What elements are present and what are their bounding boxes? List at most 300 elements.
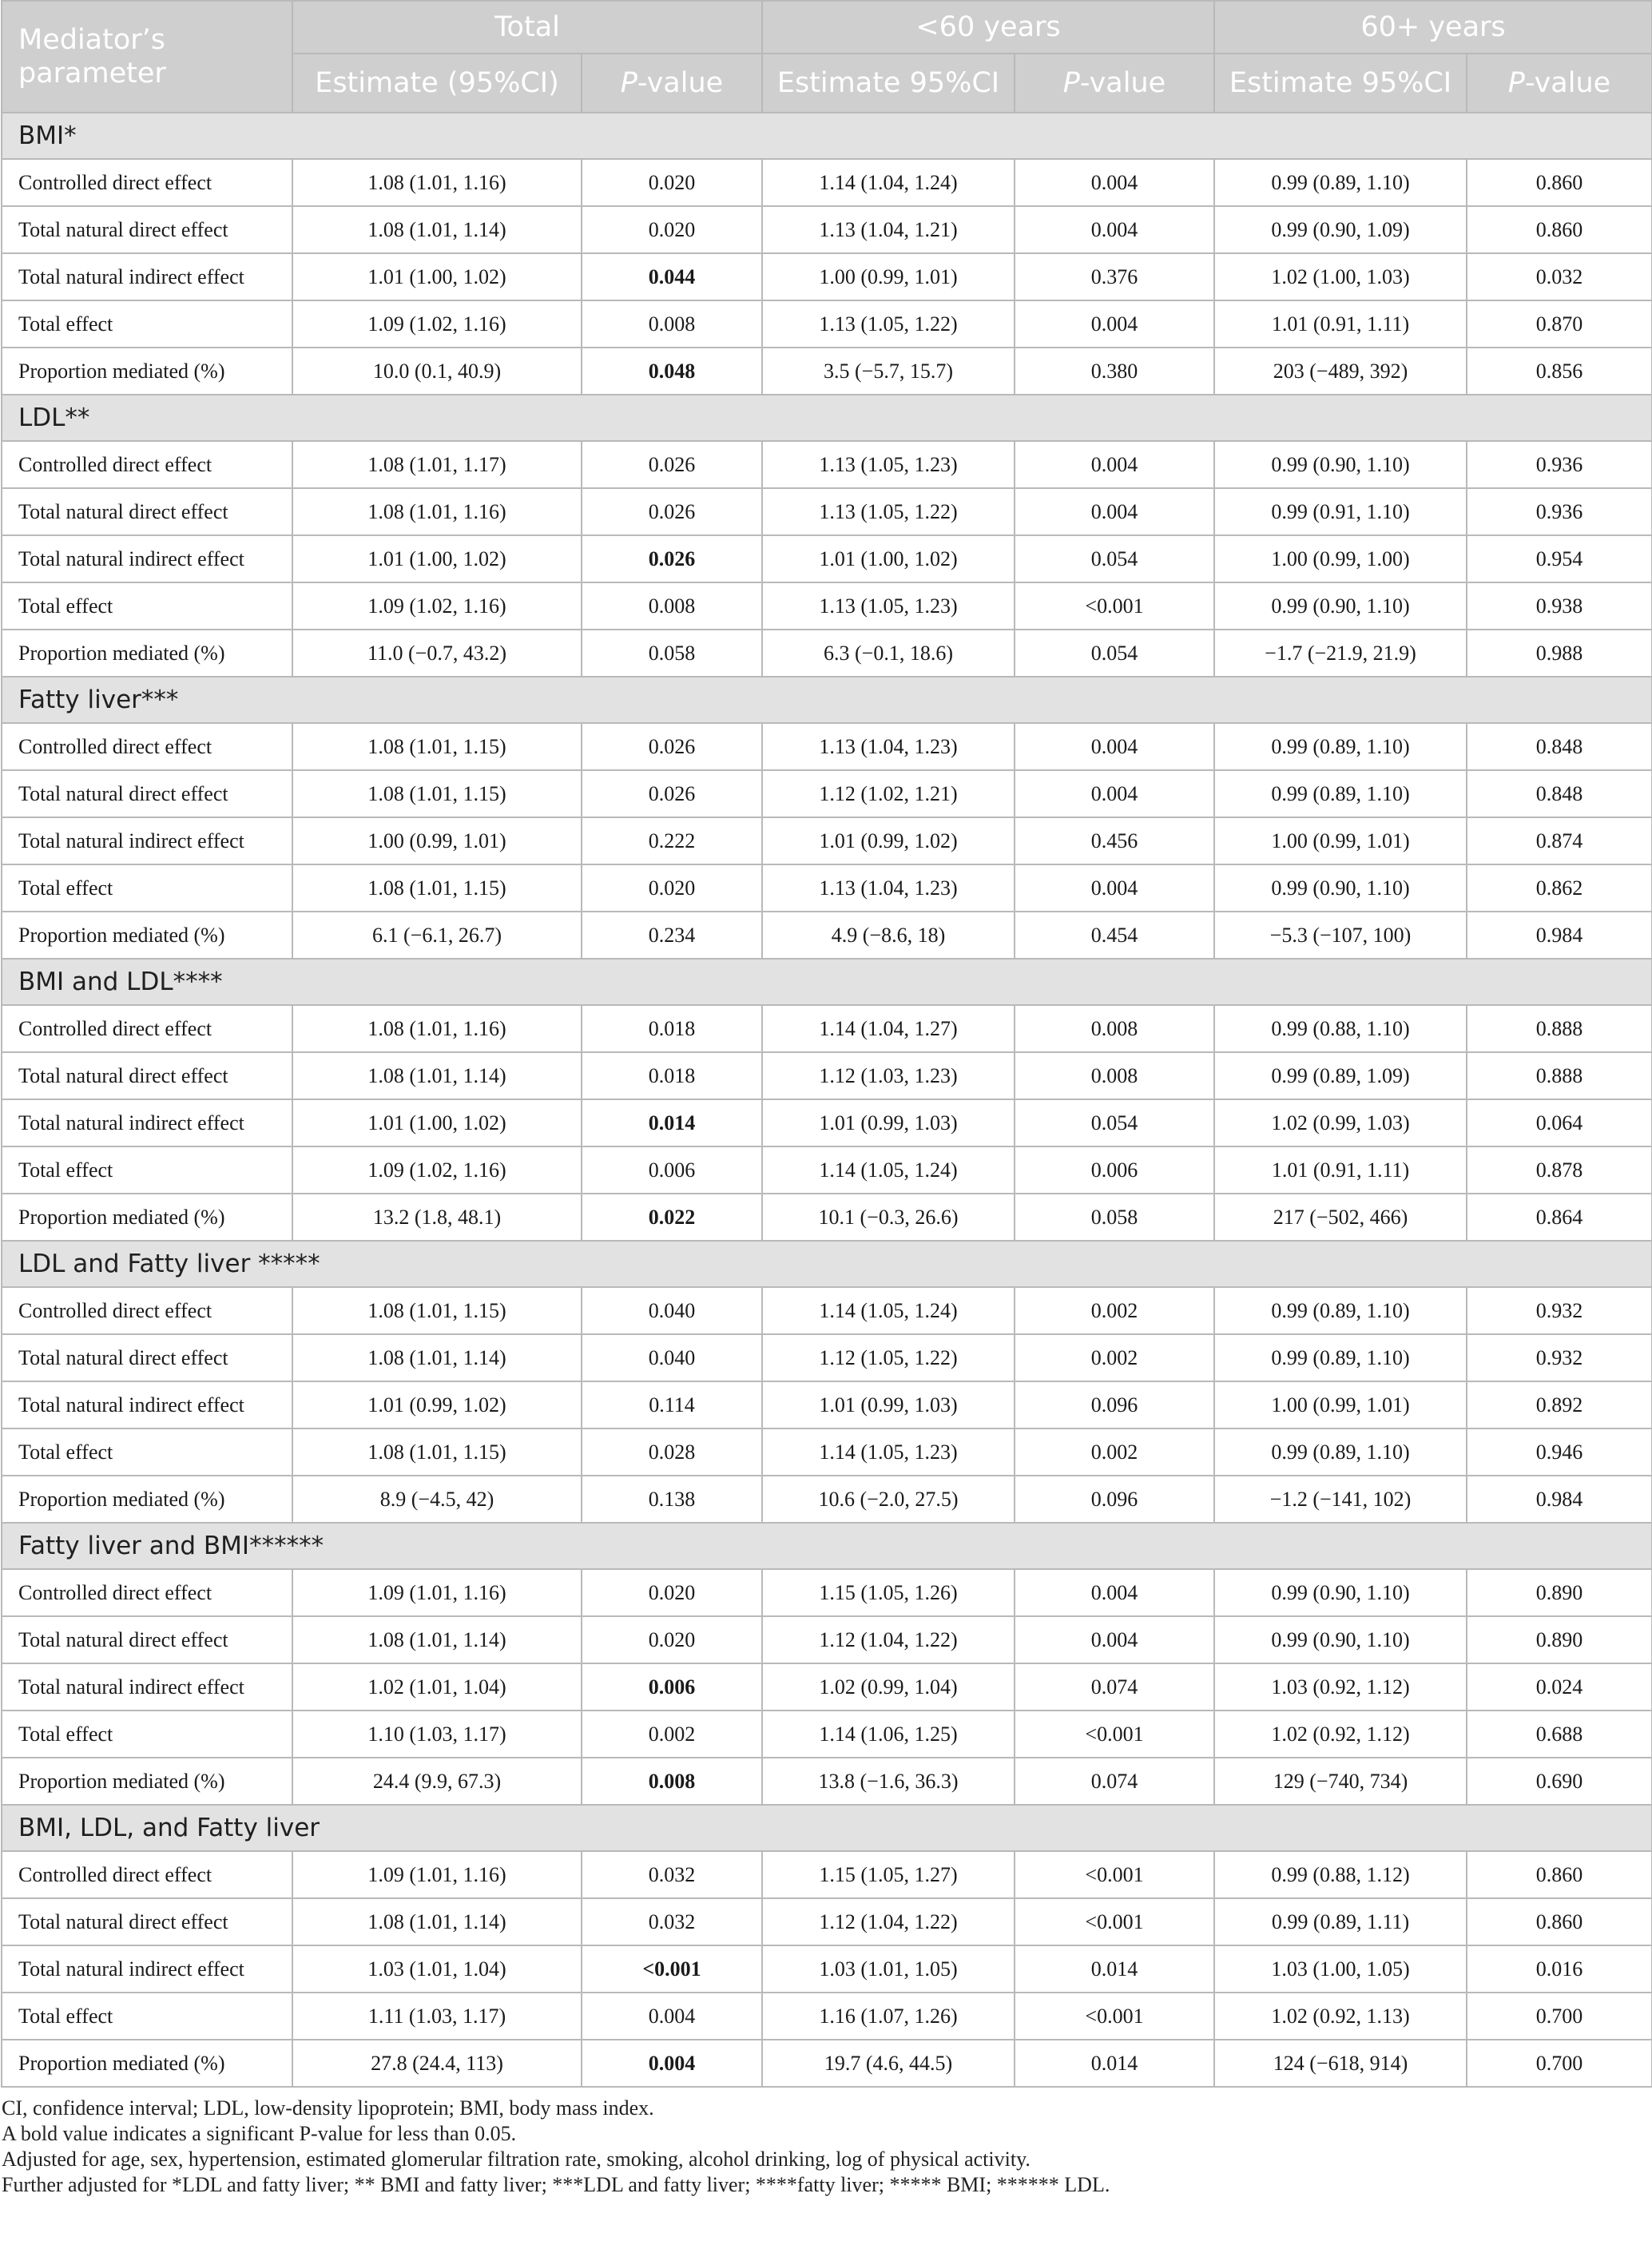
table-row (2, 770, 1652, 817)
row-label: Proportion mediated (%) (2, 630, 292, 677)
footnote-line: Adjusted for age, sex, hypertension, estimated glomerular filtration rate, smoking, alcohol drinking, log of physical activity. (2, 2148, 1031, 2171)
header-p-value (582, 54, 762, 113)
estimate-cell: 1.16 (1.07, 1.26) (762, 1993, 1015, 2040)
p-value-cell: 0.044 (582, 253, 762, 300)
header-group-total: Total (292, 1, 762, 54)
p-value-cell: 0.054 (1015, 630, 1214, 677)
estimate-cell: 11.0 (−0.7, 43.2) (292, 630, 582, 677)
p-value-cell: 0.862 (1467, 864, 1652, 912)
p-value-cell: 0.114 (582, 1381, 762, 1428)
table-row (2, 1993, 1652, 2040)
estimate-cell: 203 (−489, 392) (1214, 348, 1467, 395)
table-row (2, 1099, 1652, 1146)
p-value-cell: 0.008 (582, 300, 762, 348)
p-value-cell: 0.028 (582, 1428, 762, 1476)
header-p-suffix: -value (637, 67, 724, 99)
estimate-cell: −5.3 (−107, 100) (1214, 912, 1467, 959)
estimate-cell: 0.99 (0.90, 1.10) (1214, 441, 1467, 488)
estimate-cell: 1.00 (0.99, 1.01) (1214, 817, 1467, 864)
estimate-cell: 1.01 (0.91, 1.11) (1214, 300, 1467, 348)
header-group-60-plus: 60+ years (1214, 1, 1652, 54)
estimate-cell: 1.09 (1.02, 1.16) (292, 300, 582, 348)
estimate-cell: 0.99 (0.89, 1.10) (1214, 723, 1467, 770)
row-label: Controlled direct effect (2, 441, 292, 488)
table-row (2, 348, 1652, 395)
section-header-row (2, 113, 1652, 159)
table-row (2, 1476, 1652, 1523)
estimate-cell: 1.08 (1.01, 1.15) (292, 1287, 582, 1334)
estimate-cell: 1.09 (1.01, 1.16) (292, 1569, 582, 1616)
p-value-cell: 0.234 (582, 912, 762, 959)
table-row (2, 159, 1652, 206)
section-title: BMI* (2, 113, 1652, 159)
p-value-cell: 0.008 (1015, 1052, 1214, 1099)
p-value-cell: 0.006 (582, 1146, 762, 1194)
estimate-cell: 1.08 (1.01, 1.16) (292, 1005, 582, 1052)
p-value-cell: 0.932 (1467, 1334, 1652, 1381)
row-label: Total effect (2, 1146, 292, 1194)
p-value-cell: 0.954 (1467, 535, 1652, 582)
row-label: Total effect (2, 1993, 292, 2040)
estimate-cell: 0.99 (0.90, 1.10) (1214, 582, 1467, 630)
p-value-cell: 0.004 (582, 2040, 762, 2087)
p-value-cell: 0.002 (1015, 1287, 1214, 1334)
p-value-cell: 0.018 (582, 1052, 762, 1099)
p-value-cell: 0.096 (1015, 1381, 1214, 1428)
p-value-cell: 0.690 (1467, 1758, 1652, 1805)
section-title: Fatty liver*** (2, 677, 1652, 723)
row-label: Total natural direct effect (2, 1052, 292, 1099)
estimate-cell: 1.08 (1.01, 1.15) (292, 864, 582, 912)
table-row (2, 723, 1652, 770)
p-value-cell: 0.946 (1467, 1428, 1652, 1476)
estimate-cell: 19.7 (4.6, 44.5) (762, 2040, 1015, 2087)
estimate-cell: 0.99 (0.90, 1.10) (1214, 864, 1467, 912)
row-label: Total natural indirect effect (2, 535, 292, 582)
estimate-cell: 1.08 (1.01, 1.14) (292, 1334, 582, 1381)
table-row (2, 1569, 1652, 1616)
p-value-cell: 0.004 (1015, 770, 1214, 817)
p-value-cell: <0.001 (1015, 1898, 1214, 1945)
row-label: Total natural indirect effect (2, 1099, 292, 1146)
estimate-cell: 0.99 (0.89, 1.10) (1214, 770, 1467, 817)
section-header-row (2, 677, 1652, 723)
estimate-cell: 10.1 (−0.3, 26.6) (762, 1194, 1015, 1241)
estimate-cell: 6.1 (−6.1, 26.7) (292, 912, 582, 959)
table-row (2, 1758, 1652, 1805)
p-value-cell: 0.860 (1467, 1851, 1652, 1898)
section-title: LDL** (2, 395, 1652, 441)
p-value-cell: 0.020 (582, 1569, 762, 1616)
p-value-cell: <0.001 (1015, 1851, 1214, 1898)
estimate-cell: 1.01 (0.91, 1.11) (1214, 1146, 1467, 1194)
p-value-cell: 0.890 (1467, 1569, 1652, 1616)
p-value-cell: 0.138 (582, 1476, 762, 1523)
estimate-cell: 124 (−618, 914) (1214, 2040, 1467, 2087)
estimate-cell: 1.02 (0.92, 1.12) (1214, 1711, 1467, 1758)
p-value-cell: 0.020 (582, 159, 762, 206)
p-value-cell: <0.001 (582, 1945, 762, 1993)
p-value-cell: 0.064 (1467, 1099, 1652, 1146)
p-value-cell: 0.700 (1467, 2040, 1652, 2087)
row-label: Total natural direct effect (2, 1616, 292, 1663)
p-value-cell: 0.002 (582, 1711, 762, 1758)
estimate-cell: −1.7 (−21.9, 21.9) (1214, 630, 1467, 677)
estimate-cell: 217 (−502, 466) (1214, 1194, 1467, 1241)
p-value-cell: 0.040 (582, 1287, 762, 1334)
p-value-cell: 0.026 (582, 770, 762, 817)
p-value-cell: 0.860 (1467, 159, 1652, 206)
p-value-cell: 0.004 (1015, 723, 1214, 770)
row-label: Total effect (2, 864, 292, 912)
estimate-cell: 1.02 (0.92, 1.13) (1214, 1993, 1467, 2040)
p-value-cell: 0.018 (582, 1005, 762, 1052)
p-value-cell: 0.032 (582, 1898, 762, 1945)
row-label: Controlled direct effect (2, 1005, 292, 1052)
p-value-cell: 0.020 (582, 864, 762, 912)
estimate-cell: 1.14 (1.04, 1.24) (762, 159, 1015, 206)
row-label: Total effect (2, 300, 292, 348)
estimate-cell: 0.99 (0.90, 1.10) (1214, 1569, 1467, 1616)
p-value-cell: 0.058 (1015, 1194, 1214, 1241)
estimate-cell: 1.01 (0.99, 1.02) (762, 817, 1015, 864)
section-header-row (2, 1805, 1652, 1851)
table-row (2, 817, 1652, 864)
p-value-cell: 0.008 (1015, 1005, 1214, 1052)
estimate-cell: 0.99 (0.89, 1.10) (1214, 159, 1467, 206)
estimate-cell: 1.01 (0.99, 1.03) (762, 1381, 1015, 1428)
table-row (2, 1287, 1652, 1334)
p-value-cell: 0.032 (582, 1851, 762, 1898)
header-p-letter: P (1062, 67, 1080, 99)
table-row (2, 1711, 1652, 1758)
estimate-cell: 1.09 (1.02, 1.16) (292, 1146, 582, 1194)
row-label: Total natural direct effect (2, 206, 292, 253)
row-label: Proportion mediated (%) (2, 1758, 292, 1805)
estimate-cell: 1.08 (1.01, 1.15) (292, 1428, 582, 1476)
p-value-cell: 0.054 (1015, 1099, 1214, 1146)
p-value-cell: 0.892 (1467, 1381, 1652, 1428)
p-value-cell: 0.002 (1015, 1428, 1214, 1476)
p-value-cell: 0.848 (1467, 770, 1652, 817)
estimate-cell: 1.00 (0.99, 1.01) (292, 817, 582, 864)
row-label: Total natural indirect effect (2, 1381, 292, 1428)
table-row (2, 488, 1652, 535)
estimate-cell: 10.0 (0.1, 40.9) (292, 348, 582, 395)
p-value-cell: 0.938 (1467, 582, 1652, 630)
row-label: Total natural direct effect (2, 1898, 292, 1945)
estimate-cell: 1.08 (1.01, 1.16) (292, 488, 582, 535)
estimate-cell: 0.99 (0.90, 1.09) (1214, 206, 1467, 253)
row-label: Total natural indirect effect (2, 1945, 292, 1993)
estimate-cell: 1.00 (0.99, 1.00) (1214, 535, 1467, 582)
p-value-cell: 0.096 (1015, 1476, 1214, 1523)
estimate-cell: 0.99 (0.88, 1.10) (1214, 1005, 1467, 1052)
estimate-cell: 1.09 (1.01, 1.16) (292, 1851, 582, 1898)
estimate-cell: 1.02 (0.99, 1.03) (1214, 1099, 1467, 1146)
p-value-cell: 0.022 (582, 1194, 762, 1241)
table-row (2, 1945, 1652, 1993)
p-value-cell: 0.004 (1015, 1569, 1214, 1616)
row-label: Proportion mediated (%) (2, 348, 292, 395)
section-title: LDL and Fatty liver ***** (2, 1241, 1652, 1287)
estimate-cell: 1.12 (1.04, 1.22) (762, 1616, 1015, 1663)
estimate-cell: 1.10 (1.03, 1.17) (292, 1711, 582, 1758)
p-value-cell: 0.004 (1015, 864, 1214, 912)
header-p-letter: P (1507, 67, 1525, 99)
table-row (2, 206, 1652, 253)
p-value-cell: <0.001 (1015, 582, 1214, 630)
estimate-cell: 1.01 (1.00, 1.02) (292, 253, 582, 300)
p-value-cell: 0.860 (1467, 206, 1652, 253)
estimate-cell: 1.01 (0.99, 1.03) (762, 1099, 1015, 1146)
estimate-cell: 1.08 (1.01, 1.15) (292, 770, 582, 817)
estimate-cell: 1.01 (0.99, 1.02) (292, 1381, 582, 1428)
table-row (2, 1428, 1652, 1476)
row-label: Total effect (2, 582, 292, 630)
row-label: Total natural indirect effect (2, 1663, 292, 1711)
header-p-value (1015, 54, 1214, 113)
row-label: Total natural direct effect (2, 488, 292, 535)
estimate-cell: 13.8 (−1.6, 36.3) (762, 1758, 1015, 1805)
row-label: Proportion mediated (%) (2, 1476, 292, 1523)
estimate-cell: 1.14 (1.06, 1.25) (762, 1711, 1015, 1758)
p-value-cell: 0.688 (1467, 1711, 1652, 1758)
table-header (2, 1, 1652, 113)
estimate-cell: 0.99 (0.89, 1.10) (1214, 1287, 1467, 1334)
estimate-cell: 27.8 (24.4, 113) (292, 2040, 582, 2087)
p-value-cell: 0.014 (1015, 1945, 1214, 1993)
estimate-cell: 0.99 (0.91, 1.10) (1214, 488, 1467, 535)
p-value-cell: 0.020 (582, 206, 762, 253)
section-header-row (2, 1523, 1652, 1569)
estimate-cell: 1.02 (0.99, 1.04) (762, 1663, 1015, 1711)
p-value-cell: 0.456 (1015, 817, 1214, 864)
estimate-cell: 1.08 (1.01, 1.17) (292, 441, 582, 488)
section-title: BMI, LDL, and Fatty liver (2, 1805, 1652, 1851)
p-value-cell: 0.004 (1015, 488, 1214, 535)
table-row (2, 441, 1652, 488)
estimate-cell: 1.13 (1.05, 1.22) (762, 300, 1015, 348)
p-value-cell: 0.008 (582, 582, 762, 630)
p-value-cell: 0.856 (1467, 348, 1652, 395)
table-row (2, 1898, 1652, 1945)
p-value-cell: 0.074 (1015, 1758, 1214, 1805)
p-value-cell: 0.006 (1015, 1146, 1214, 1194)
header-p-suffix: -value (1524, 67, 1611, 99)
estimate-cell: 129 (−740, 734) (1214, 1758, 1467, 1805)
estimate-cell: 1.14 (1.05, 1.23) (762, 1428, 1015, 1476)
estimate-cell: 1.12 (1.04, 1.22) (762, 1898, 1015, 1945)
p-value-cell: <0.001 (1015, 1993, 1214, 2040)
row-label: Controlled direct effect (2, 159, 292, 206)
estimate-cell: 1.14 (1.04, 1.27) (762, 1005, 1015, 1052)
table-row (2, 630, 1652, 677)
estimate-cell: 1.03 (0.92, 1.12) (1214, 1663, 1467, 1711)
header-p-suffix: -value (1079, 67, 1166, 99)
estimate-cell: 0.99 (0.89, 1.09) (1214, 1052, 1467, 1099)
p-value-cell: 0.006 (582, 1663, 762, 1711)
table-row (2, 1851, 1652, 1898)
estimate-cell: 1.08 (1.01, 1.14) (292, 1052, 582, 1099)
p-value-cell: 0.026 (582, 488, 762, 535)
estimate-cell: 10.6 (−2.0, 27.5) (762, 1476, 1015, 1523)
p-value-cell: 0.026 (582, 723, 762, 770)
header-estimate: Estimate (95%CI) (292, 54, 582, 113)
p-value-cell: 0.054 (1015, 535, 1214, 582)
p-value-cell: 0.848 (1467, 723, 1652, 770)
table-row (2, 1146, 1652, 1194)
estimate-cell: 1.13 (1.04, 1.21) (762, 206, 1015, 253)
p-value-cell: 0.864 (1467, 1194, 1652, 1241)
footnote-line: CI, confidence interval; LDL, low-density lipoprotein; BMI, body mass index. (2, 2096, 654, 2120)
p-value-cell: 0.984 (1467, 912, 1652, 959)
estimate-cell: 1.13 (1.05, 1.23) (762, 582, 1015, 630)
p-value-cell: 0.004 (1015, 441, 1214, 488)
p-value-cell: 0.008 (582, 1758, 762, 1805)
table-row (2, 1381, 1652, 1428)
p-value-cell: 0.888 (1467, 1005, 1652, 1052)
estimate-cell: 1.01 (1.00, 1.02) (292, 535, 582, 582)
estimate-cell: 1.08 (1.01, 1.14) (292, 206, 582, 253)
row-label: Total natural direct effect (2, 1334, 292, 1381)
mediation-table (1, 0, 1652, 2088)
row-label: Controlled direct effect (2, 723, 292, 770)
p-value-cell: <0.001 (1015, 1711, 1214, 1758)
p-value-cell: 0.004 (1015, 206, 1214, 253)
estimate-cell: 0.99 (0.89, 1.11) (1214, 1898, 1467, 1945)
row-label: Total natural indirect effect (2, 817, 292, 864)
estimate-cell: 3.5 (−5.7, 15.7) (762, 348, 1015, 395)
row-label: Total effect (2, 1711, 292, 1758)
estimate-cell: 1.08 (1.01, 1.14) (292, 1898, 582, 1945)
p-value-cell: 0.040 (582, 1334, 762, 1381)
p-value-cell: 0.700 (1467, 1993, 1652, 2040)
p-value-cell: 0.860 (1467, 1898, 1652, 1945)
p-value-cell: 0.380 (1015, 348, 1214, 395)
p-value-cell: 0.222 (582, 817, 762, 864)
table-row (2, 1005, 1652, 1052)
row-label: Total effect (2, 1428, 292, 1476)
row-label: Proportion mediated (%) (2, 2040, 292, 2087)
header-group-under-60: <60 years (762, 1, 1214, 54)
header-p-letter: P (620, 67, 637, 99)
table-row (2, 912, 1652, 959)
p-value-cell: 0.888 (1467, 1052, 1652, 1099)
estimate-cell: 1.15 (1.05, 1.27) (762, 1851, 1015, 1898)
estimate-cell: 24.4 (9.9, 67.3) (292, 1758, 582, 1805)
p-value-cell: 0.020 (582, 1616, 762, 1663)
table-row (2, 1334, 1652, 1381)
section-header-row (2, 395, 1652, 441)
estimate-cell: 1.12 (1.02, 1.21) (762, 770, 1015, 817)
estimate-cell: 1.03 (1.01, 1.05) (762, 1945, 1015, 1993)
header-estimate: Estimate 95%CI (762, 54, 1015, 113)
header-p-value (1467, 54, 1652, 113)
section-header-row (2, 959, 1652, 1005)
estimate-cell: 0.99 (0.90, 1.10) (1214, 1616, 1467, 1663)
estimate-cell: 1.11 (1.03, 1.17) (292, 1993, 582, 2040)
estimate-cell: 0.99 (0.89, 1.10) (1214, 1334, 1467, 1381)
table-row (2, 1663, 1652, 1711)
estimate-cell: 1.15 (1.05, 1.26) (762, 1569, 1015, 1616)
p-value-cell: 0.376 (1015, 253, 1214, 300)
p-value-cell: 0.984 (1467, 1476, 1652, 1523)
estimate-cell: −1.2 (−141, 102) (1214, 1476, 1467, 1523)
estimate-cell: 1.08 (1.01, 1.15) (292, 723, 582, 770)
p-value-cell: 0.016 (1467, 1945, 1652, 1993)
estimate-cell: 1.13 (1.04, 1.23) (762, 864, 1015, 912)
table-row (2, 2040, 1652, 2087)
p-value-cell: 0.024 (1467, 1663, 1652, 1711)
row-label: Total natural direct effect (2, 770, 292, 817)
p-value-cell: 0.878 (1467, 1146, 1652, 1194)
estimate-cell: 4.9 (−8.6, 18) (762, 912, 1015, 959)
p-value-cell: 0.026 (582, 535, 762, 582)
estimate-cell: 1.01 (1.00, 1.02) (762, 535, 1015, 582)
estimate-cell: 1.08 (1.01, 1.16) (292, 159, 582, 206)
footnote-line: A bold value indicates a significant P-value for less than 0.05. (2, 2122, 517, 2145)
estimate-cell: 1.12 (1.03, 1.23) (762, 1052, 1015, 1099)
p-value-cell: 0.870 (1467, 300, 1652, 348)
estimate-cell: 1.02 (1.01, 1.04) (292, 1663, 582, 1711)
p-value-cell: 0.048 (582, 348, 762, 395)
estimate-cell: 1.14 (1.05, 1.24) (762, 1287, 1015, 1334)
footnote-line: Further adjusted for *LDL and fatty liver; ** BMI and fatty liver; ***LDL and fatty liver; ****fatty liver; ***** BMI; ****** LDL. (2, 2173, 1110, 2196)
p-value-cell: 0.032 (1467, 253, 1652, 300)
table-row (2, 864, 1652, 912)
p-value-cell: 0.936 (1467, 488, 1652, 535)
p-value-cell: 0.002 (1015, 1334, 1214, 1381)
estimate-cell: 8.9 (−4.5, 42) (292, 1476, 582, 1523)
table-row (2, 535, 1652, 582)
estimate-cell: 1.12 (1.05, 1.22) (762, 1334, 1015, 1381)
estimate-cell: 1.14 (1.05, 1.24) (762, 1146, 1015, 1194)
p-value-cell: 0.026 (582, 441, 762, 488)
p-value-cell: 0.936 (1467, 441, 1652, 488)
row-label: Controlled direct effect (2, 1851, 292, 1898)
p-value-cell: 0.074 (1015, 1663, 1214, 1711)
table-row (2, 1194, 1652, 1241)
estimate-cell: 0.99 (0.88, 1.12) (1214, 1851, 1467, 1898)
p-value-cell: 0.890 (1467, 1616, 1652, 1663)
table-row (2, 253, 1652, 300)
estimate-cell: 1.13 (1.05, 1.23) (762, 441, 1015, 488)
estimate-cell: 1.08 (1.01, 1.14) (292, 1616, 582, 1663)
estimate-cell: 1.02 (1.00, 1.03) (1214, 253, 1467, 300)
header-estimate: Estimate 95%CI (1214, 54, 1467, 113)
p-value-cell: 0.454 (1015, 912, 1214, 959)
section-header-row (2, 1241, 1652, 1287)
section-title: Fatty liver and BMI****** (2, 1523, 1652, 1569)
p-value-cell: 0.874 (1467, 817, 1652, 864)
p-value-cell: 0.014 (582, 1099, 762, 1146)
table-row (2, 1052, 1652, 1099)
p-value-cell: 0.014 (1015, 2040, 1214, 2087)
estimate-cell: 1.00 (0.99, 1.01) (1214, 1381, 1467, 1428)
estimate-cell: 6.3 (−0.1, 18.6) (762, 630, 1015, 677)
estimate-cell: 13.2 (1.8, 48.1) (292, 1194, 582, 1241)
table-row (2, 300, 1652, 348)
p-value-cell: 0.004 (1015, 1616, 1214, 1663)
table-row (2, 582, 1652, 630)
estimate-cell: 1.09 (1.02, 1.16) (292, 582, 582, 630)
estimate-cell: 1.13 (1.05, 1.22) (762, 488, 1015, 535)
p-value-cell: 0.988 (1467, 630, 1652, 677)
p-value-cell: 0.004 (1015, 159, 1214, 206)
row-label: Controlled direct effect (2, 1569, 292, 1616)
estimate-cell: 1.03 (1.01, 1.04) (292, 1945, 582, 1993)
